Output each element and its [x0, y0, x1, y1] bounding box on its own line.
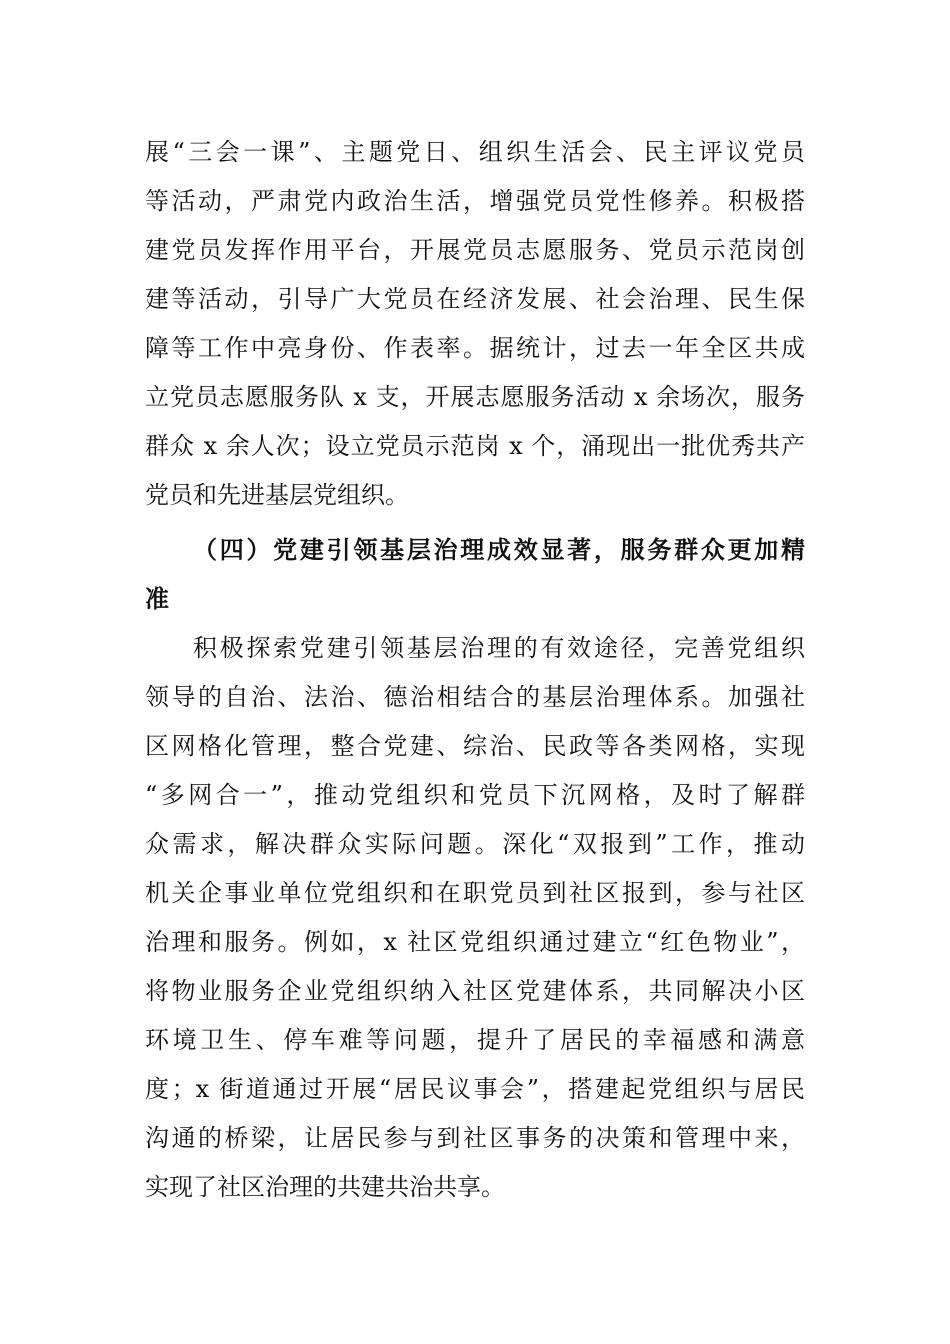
- section-heading: 准: [145, 585, 169, 613]
- paragraph-line: 展“三会一课”、主题党日、组织生活会、民主评议党员: [145, 138, 805, 166]
- paragraph-line: 机关企事业单位党组织和在职党员到社区报到，参与社区: [145, 879, 805, 907]
- section-heading: （四）党建引领基层治理成效显著，服务群众更加精: [193, 536, 805, 564]
- paragraph-line: “多网合一”，推动党组织和党员下沉网格，及时了解群: [145, 781, 805, 809]
- paragraph-line: 众需求，解决群众实际问题。深化“双报到”工作，推动: [145, 830, 805, 858]
- paragraph-line: 实现了社区治理的共建共治共享。: [145, 1173, 505, 1201]
- paragraph-line: 环境卫生、停车难等问题，提升了居民的幸福感和满意: [145, 1026, 805, 1054]
- paragraph-line: 建党员发挥作用平台，开展党员志愿服务、党员示范岗创: [145, 236, 805, 264]
- paragraph-line: 群众 x 余人次；设立党员示范岗 x 个，涌现出一批优秀共产: [145, 432, 805, 460]
- paragraph-line: 障等工作中亮身份、作表率。据统计，过去一年全区共成: [145, 334, 805, 362]
- paragraph-line: 将物业服务企业党组织纳入社区党建体系，共同解决小区: [145, 977, 805, 1005]
- paragraph-line: 治理和服务。例如，x 社区党组织通过建立“红色物业”，: [145, 928, 805, 956]
- paragraph-line: 建等活动，引导广大党员在经济发展、社会治理、民生保: [145, 285, 805, 313]
- paragraph-line: 立党员志愿服务队 x 支，开展志愿服务活动 x 余场次，服务: [145, 383, 805, 411]
- paragraph-line: 区网格化管理，整合党建、综治、民政等各类网格，实现: [145, 732, 805, 760]
- paragraph-line: 等活动，严肃党内政治生活，增强党员党性修养。积极搭: [145, 187, 805, 215]
- paragraph-line: 沟通的桥梁，让居民参与到社区事务的决策和管理中来，: [145, 1124, 805, 1152]
- paragraph-line: 度；x 街道通过开展“居民议事会”，搭建起党组织与居民: [145, 1075, 805, 1103]
- paragraph-line: 积极探索党建引领基层治理的有效途径，完善党组织: [193, 634, 805, 662]
- paragraph-line: 党员和先进基层党组织。: [145, 481, 409, 509]
- paragraph-line: 领导的自治、法治、德治相结合的基层治理体系。加强社: [145, 683, 805, 711]
